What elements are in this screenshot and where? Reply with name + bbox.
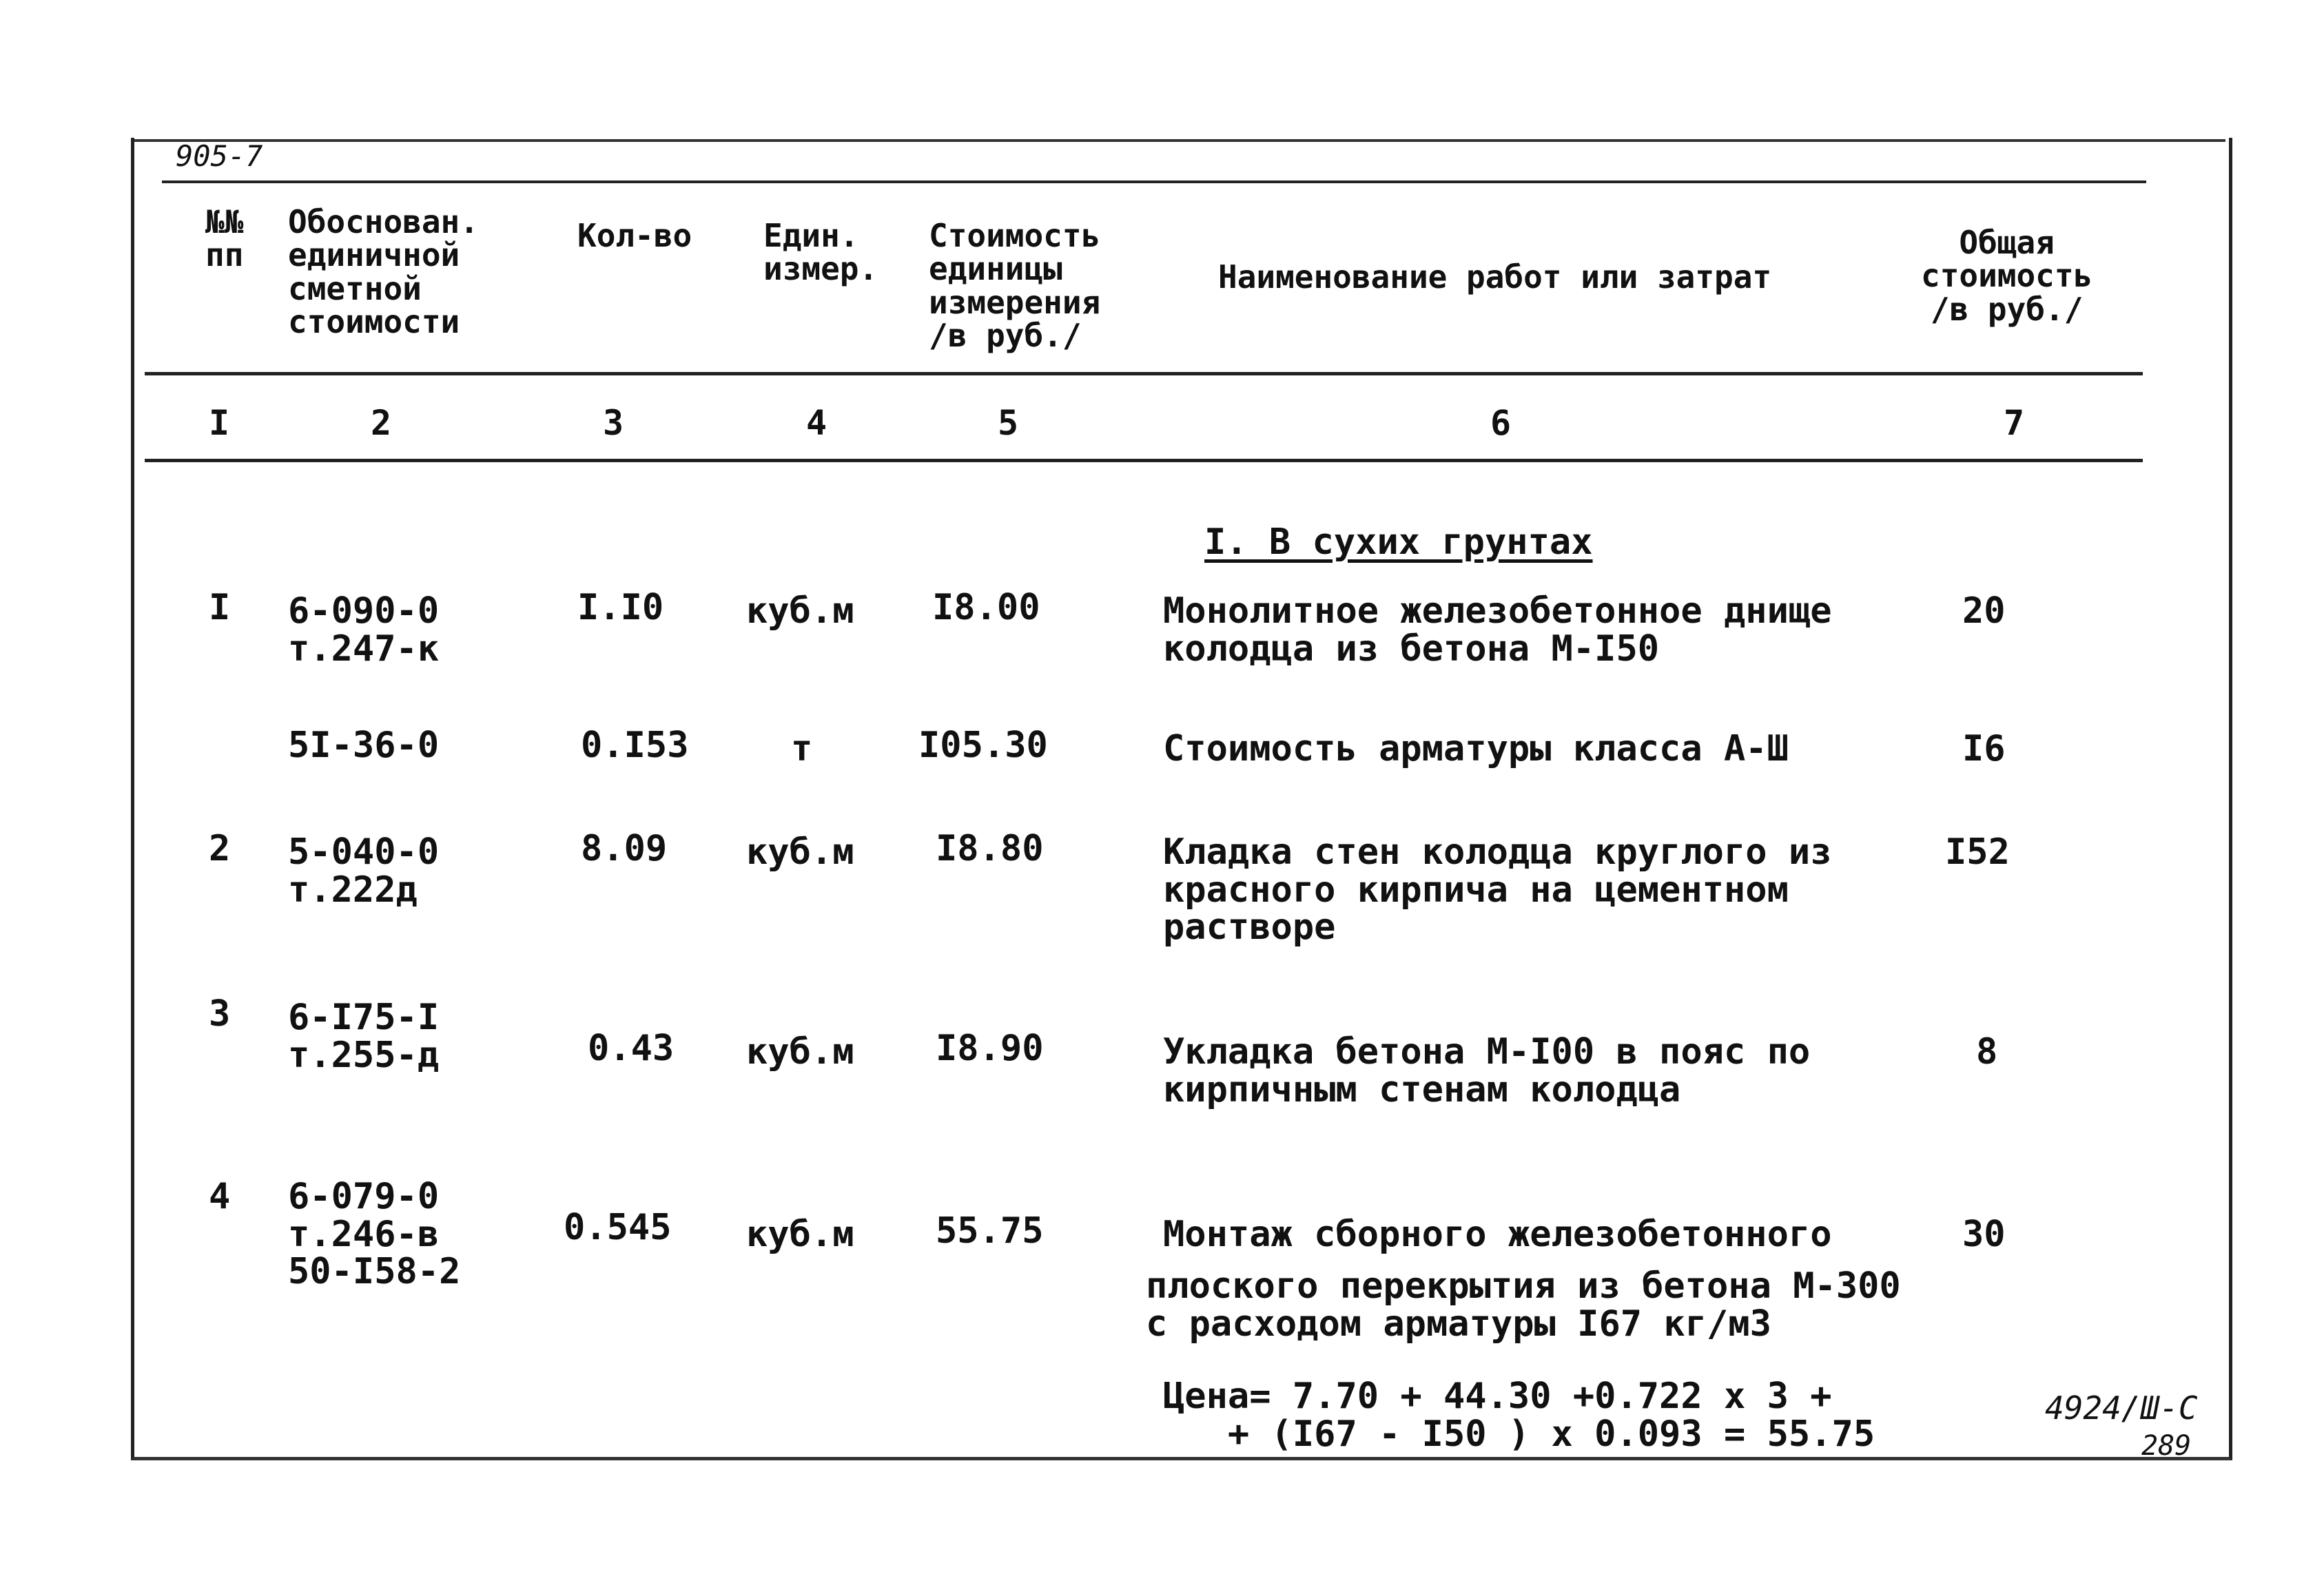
row-1-number: I <box>209 587 231 628</box>
row-3-total: I52 <box>1945 831 2010 873</box>
row-1-total: 20 <box>1962 590 2006 632</box>
doc-number: 905-7 <box>176 139 263 173</box>
row-4-total: 8 <box>1976 1031 1998 1073</box>
header-quantity: Кол-во <box>577 217 692 254</box>
header-work-name: Наименование работ или затрат <box>1218 258 1772 296</box>
row-1-unit: куб.м <box>746 590 854 632</box>
header-unit-price: Стоимость единицы измерения /в руб./ <box>929 217 1101 354</box>
row-2-quantity: 0.I53 <box>581 725 689 766</box>
row-5-unit: куб.м <box>746 1214 854 1255</box>
header-total: Общая стоимость /в руб./ <box>1921 224 2093 328</box>
row-2-unit-price: I05.30 <box>918 725 1048 766</box>
row-3-number: 2 <box>209 828 231 869</box>
price-formula: Цена= 7.70 + 44.30 +0.722 x 3 + + (I67 - I50 ) x 0.093 = 55.75 <box>1163 1376 1875 1455</box>
header-basis: Обоснован. единичной сметной стоимости <box>288 203 479 340</box>
header-unit: Един. измер. <box>763 217 878 288</box>
row-5-unit-price: 55.75 <box>936 1210 1044 1252</box>
col-number-7: 7 <box>2004 403 2025 443</box>
row-2-unit: т <box>791 728 813 769</box>
col-number-3: 3 <box>603 403 624 443</box>
row-2-work-name: Стоимость арматуры класса А-Ш <box>1163 728 1789 769</box>
row-3-basis: 5-040-0 т.222д <box>288 831 440 911</box>
row-3-quantity: 8.09 <box>581 828 668 869</box>
row-1-unit-price: I8.00 <box>932 587 1040 628</box>
row-4-basis: 6-I75-I т.255-д <box>288 997 440 1076</box>
header-top-rule <box>162 180 2146 183</box>
row-5-number: 4 <box>209 1176 231 1217</box>
col-number-1: I <box>209 403 230 443</box>
row-1-basis: 6-090-0 т.247-к <box>288 590 440 670</box>
row-3-unit-price: I8.80 <box>936 828 1044 869</box>
header-number: №№ пп <box>205 203 244 274</box>
row-3-work-name: Кладка стен колодца круглого из красного кирпича на цементном растворе <box>1163 831 1832 949</box>
col-number-6: 6 <box>1490 403 1512 443</box>
row-4-number: 3 <box>209 993 231 1035</box>
header-bottom-rule <box>145 372 2143 375</box>
row-4-unit-price: I8.90 <box>936 1028 1044 1069</box>
row-2-basis: 5I-36-0 <box>288 725 440 766</box>
section-title: I. В сухих грунтах <box>1204 521 1593 563</box>
row-5-basis: 6-079-0 т.246-в 50-I58-2 <box>288 1176 461 1293</box>
col-number-4: 4 <box>806 403 827 443</box>
row-5-work-name: Монтаж сборного железобетонного <box>1163 1214 1832 1255</box>
col-number-2: 2 <box>371 403 392 443</box>
row-3-unit: куб.м <box>746 831 854 873</box>
page-number: 289 <box>2141 1430 2192 1462</box>
sheet-stamp: 4924/Ш-С <box>2045 1389 2198 1427</box>
column-number-rule <box>145 459 2143 462</box>
row-5-work-name-continuation: плоского перекрытия из бетона М-300 с расходом арматуры I67 кг/м3 <box>1146 1265 1901 1345</box>
row-4-quantity: 0.43 <box>588 1028 675 1069</box>
row-4-work-name: Укладка бетона М-I00 в пояс по кирпичным стенам колодца <box>1163 1031 1811 1110</box>
row-5-total: 30 <box>1962 1214 2006 1255</box>
col-number-5: 5 <box>998 403 1019 443</box>
row-2-total: I6 <box>1962 728 2006 769</box>
row-1-quantity: I.I0 <box>577 587 664 628</box>
row-1-work-name: Монолитное железобетонное днище колодца из бетона М-I50 <box>1163 590 1832 670</box>
row-4-unit: куб.м <box>746 1031 854 1073</box>
row-5-quantity: 0.545 <box>564 1207 672 1248</box>
